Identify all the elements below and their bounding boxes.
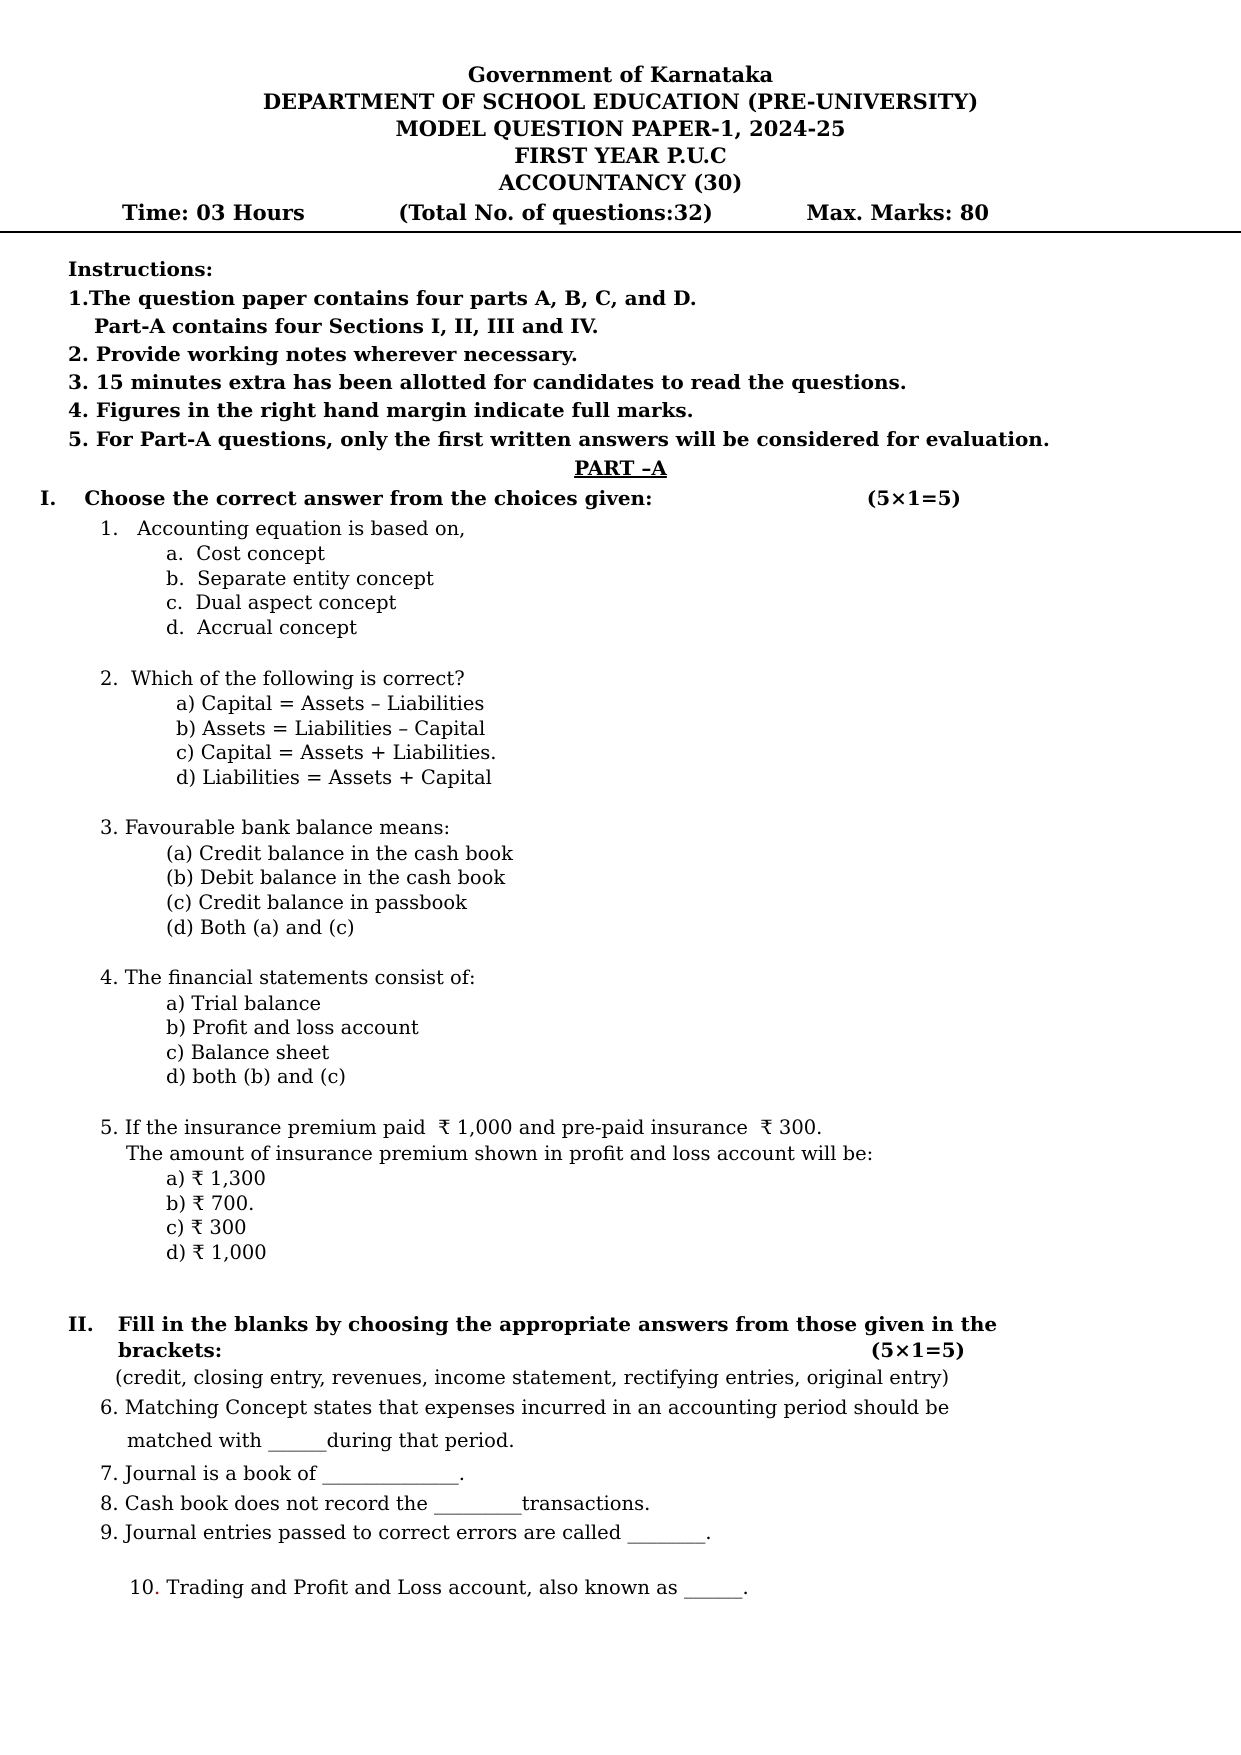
bracket-answer-choices: (credit, closing entry, revenues, income statement, rectifying entries, original entry): [115, 1366, 950, 1390]
section-i-marks: (5×1=5): [866, 485, 961, 510]
section-ii-marks: (5×1=5): [870, 1338, 965, 1363]
question-9: 9. Journal entries passed to correct errors are called ________.: [100, 1521, 712, 1545]
time-marks-row: [0, 196, 1241, 231]
question-10-number: 10: [129, 1575, 155, 1599]
question-2-options: [176, 692, 1201, 790]
question-10-dot: .: [154, 1575, 161, 1599]
instructions-block: [68, 257, 1201, 451]
question-3-option-a: (a) Credit balance in the cash book: [166, 841, 513, 865]
question-2-option-a: a) Capital = Assets – Liabilities: [176, 692, 485, 716]
question-4-option-c: c) Balance sheet: [166, 1040, 330, 1064]
question-5-text-continued: The amount of insurance premium shown in profit and loss account will be:: [126, 1141, 874, 1165]
question-5-option-b: b) ₹ 700.: [166, 1191, 255, 1215]
section-i-numeral: I.: [40, 485, 57, 510]
instruction-item-2: 2. Provide working notes wherever necessary.: [68, 341, 578, 366]
question-1-options: [166, 542, 1201, 640]
question-1-text: 1. Accounting equation is based on,: [100, 516, 466, 540]
question-8: 8. Cash book does not record the _________transactions.: [100, 1491, 651, 1515]
question-3-options: [166, 842, 1201, 940]
total-questions: (Total No. of questions:32): [398, 200, 713, 226]
question-2-option-b: b) Assets = Liabilities – Capital: [176, 716, 486, 740]
question-1-option-a: a. Cost concept: [166, 542, 325, 566]
part-a-title: [0, 456, 1241, 480]
question-6-line2: matched with ______during that period.: [127, 1429, 515, 1452]
question-3-option-b: (b) Debit balance in the cash book: [166, 866, 506, 890]
question-2: [100, 667, 1201, 791]
question-4-text: 4. The financial statements consist of:: [100, 966, 476, 990]
section-i-heading: [40, 486, 961, 510]
year-level: FIRST YEAR P.U.C: [514, 142, 727, 168]
subject-name: ACCOUNTANCY (30): [498, 169, 743, 195]
paper-header: [0, 62, 1241, 196]
question-5-option-d: d) ₹ 1,000: [166, 1240, 267, 1264]
instruction-item-1b: Part-A contains four Sections I, II, III and IV.: [94, 313, 599, 338]
instruction-item-1: 1.The question paper contains four parts A, B, C, and D.: [68, 285, 697, 310]
section-ii-heading-line2: [118, 1337, 965, 1363]
question-2-option-c: c) Capital = Assets + Liabilities.: [176, 741, 497, 765]
question-2-option-d: d) Liabilities = Assets + Capital: [176, 765, 492, 789]
question-5: [100, 1116, 1201, 1265]
section-i-questions: [0, 517, 1241, 1266]
question-5-option-a: a) ₹ 1,300: [166, 1167, 266, 1191]
instructions-title: Instructions:: [68, 257, 214, 282]
instruction-item-4: 4. Figures in the right hand margin indicate full marks.: [68, 398, 694, 423]
question-4-option-d: d) both (b) and (c): [166, 1065, 347, 1089]
department-name: DEPARTMENT OF SCHOOL EDUCATION (PRE-UNIVERSITY): [262, 88, 979, 114]
org-name: Government of Karnataka: [467, 62, 774, 87]
part-a-title-text: PART –A: [574, 455, 667, 480]
question-3: [100, 816, 1201, 940]
question-4: [100, 966, 1201, 1090]
section-i-title: Choose the correct answer from the choices given:: [84, 485, 653, 510]
question-5-text: 5. If the insurance premium paid ₹ 1,000 and pre-paid insurance ₹ 300.: [100, 1115, 823, 1139]
section-ii-title-line2: brackets:: [118, 1338, 223, 1363]
section-ii-title-line1: Fill in the blanks by choosing the appropriate answers from those given in the: [117, 1312, 998, 1337]
question-2-text: 2. Which of the following is correct?: [100, 666, 465, 690]
max-marks: Max. Marks: 80: [806, 200, 989, 226]
question-10: [92, 1549, 1201, 1625]
question-3-option-c: (c) Credit balance in passbook: [166, 891, 467, 914]
question-1-option-d: d. Accrual concept: [166, 615, 357, 639]
question-1-option-c: c. Dual aspect concept: [166, 591, 397, 615]
header-divider: [0, 231, 1241, 233]
question-5-options: [166, 1167, 1201, 1265]
question-3-text: 3. Favourable bank balance means:: [100, 816, 451, 840]
question-6-line1: 6. Matching Concept states that expenses incurred in an accounting period should be: [100, 1395, 950, 1419]
question-5-option-c: c) ₹ 300: [166, 1216, 247, 1240]
section-ii-numeral: II.: [68, 1312, 94, 1337]
time-allowed: Time: 03 Hours: [122, 200, 305, 226]
question-4-option-a: a) Trial balance: [166, 991, 322, 1015]
question-4-option-b: b) Profit and loss account: [166, 1016, 419, 1040]
question-1: [100, 517, 1201, 641]
question-7: 7. Journal is a book of ______________.: [100, 1462, 465, 1486]
section-ii-heading: [68, 1311, 1241, 1363]
question-1-option-b: b. Separate entity concept: [166, 566, 434, 590]
section-ii-questions: [100, 1395, 1201, 1626]
question-3-option-d: (d) Both (a) and (c): [166, 915, 355, 939]
paper-title: MODEL QUESTION PAPER-1, 2024-25: [395, 115, 846, 141]
instruction-item-5: 5. For Part-A questions, only the first written answers will be considered for evaluation.: [68, 426, 1050, 451]
question-4-options: [166, 992, 1201, 1090]
question-10-text: Trading and Profit and Loss account, also known as ______.: [160, 1575, 749, 1599]
instruction-item-3: 3. 15 minutes extra has been allotted for candidates to read the questions.: [68, 370, 907, 395]
section-ii-heading-line1: [68, 1311, 1241, 1337]
